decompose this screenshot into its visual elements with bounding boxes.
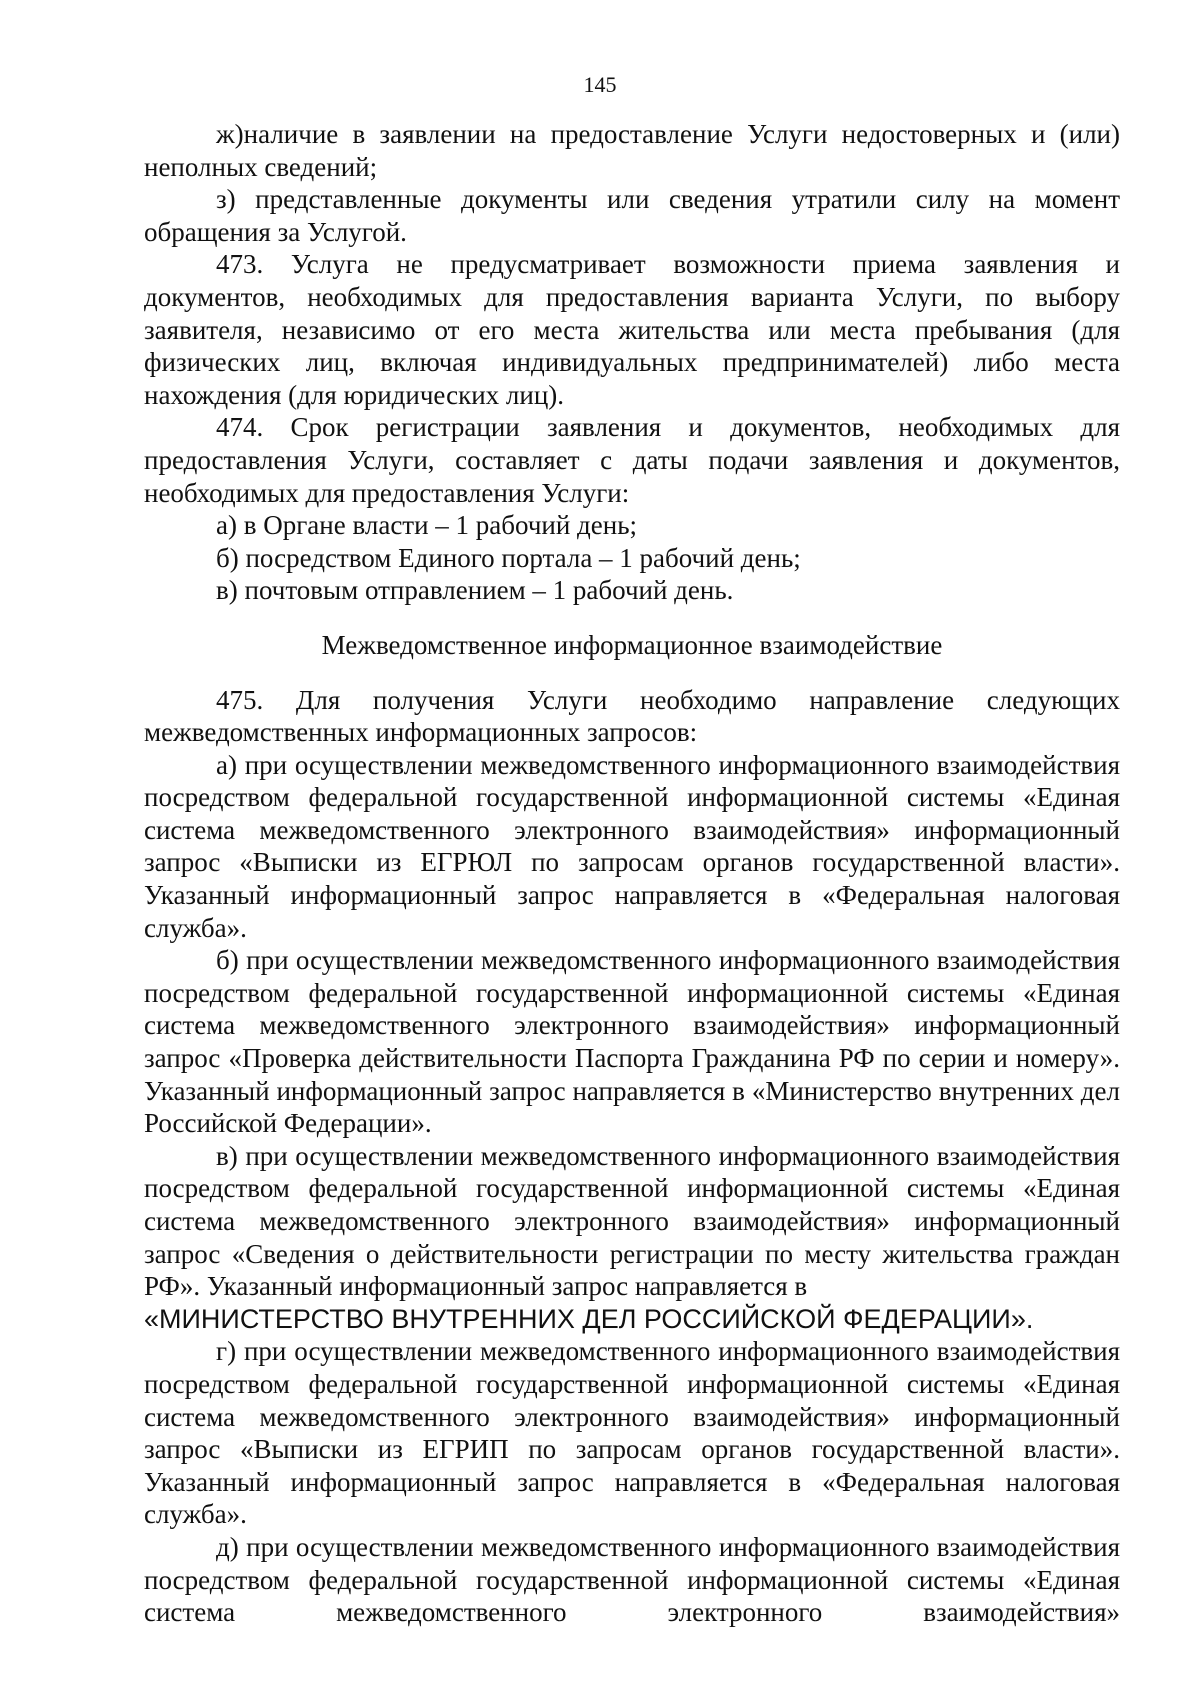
paragraph-475-v: в) при осуществлении межведомственного информационного взаимодействия посредством федеральной государственной информационной системы «Единая система межведомственного электронного взаимодействия» информационный запрос «Сведения о действительности регистрации по месту жительства граждан РФ». Указанный информационный запрос направляется в: [144, 1140, 1120, 1302]
paragraph-z: з) представленные документы или сведения утратили силу на момент обращения за Услугой.: [144, 184, 1120, 247]
paragraph-474-b: б) посредством Единого портала – 1 рабочий день;: [216, 542, 801, 573]
paragraph-473: 473. Услуга не предусматривает возможности приема заявления и документов, необходимых для предоставления варианта Услуги, по выбору заявителя, независимо от его места жительства или места пребывания (для физических лиц, включая индивидуальных предпринимателей) либо места нахождения (для юридических лиц).: [144, 249, 1120, 410]
paragraph-475: 475. Для получения Услуги необходимо направление следующих межведомственных информационных запросов:: [144, 684, 1120, 748]
paragraph-zh: ж)наличие в заявлении на предоставление Услуги недостоверных и (или) неполных сведений;: [144, 119, 1120, 182]
paragraph-474-v: в) почтовым отправлением – 1 рабочий день.: [216, 575, 734, 606]
document-body: [144, 118, 1120, 1629]
paragraph-474: 474. Срок регистрации заявления и документов, необходимых для предоставления Услуги, составляет с даты подачи заявления и документов, необходимых для предоставления Услуги:: [144, 412, 1120, 508]
paragraph-474-a: а) в Органе власти – 1 рабочий день;: [216, 510, 638, 541]
paragraph-475-d: д) при осуществлении межведомственного информационного взаимодействия посредством федеральной государственной информационной системы «Единая система межведомственного электронного взаимодействия»: [144, 1531, 1120, 1628]
paragraph-475-b: б) при осуществлении межведомственного информационного взаимодействия посредством федеральной государственной информационной системы «Единая система межведомственного электронного взаимодействия» информационный запрос «Проверка действительности Паспорта Гражданина РФ по серии и номеру». Указанный информационный запрос направляется в «Министерство внутренних дел Российской Федерации».: [144, 945, 1120, 1139]
section-heading: Межведомственное информационное взаимодействие: [321, 629, 943, 660]
paragraph-475-v-recipient: «МИНИСТЕРСТВО ВНУТРЕННИХ ДЕЛ РОССИЙСКОЙ ФЕДЕРАЦИИ».: [144, 1303, 1034, 1334]
paragraph-475-a: а) при осуществлении межведомственного информационного взаимодействия посредством федеральной государственной информационной системы «Единая система межведомственного электронного взаимодействия» информационный запрос «Выписки из ЕГРЮЛ по запросам органов государственной власти». Указанный информационный запрос направляется в «Федеральная налоговая служба».: [144, 749, 1120, 943]
page-number: 145: [583, 72, 617, 97]
paragraph-475-g: г) при осуществлении межведомственного информационного взаимодействия посредством федеральной государственной информационной системы «Единая система межведомственного электронного взаимодействия» информационный запрос «Выписки из ЕГРИП по запросам органов государственной власти». Указанный информационный запрос направляется в «Федеральная налоговая служба».: [144, 1336, 1120, 1530]
